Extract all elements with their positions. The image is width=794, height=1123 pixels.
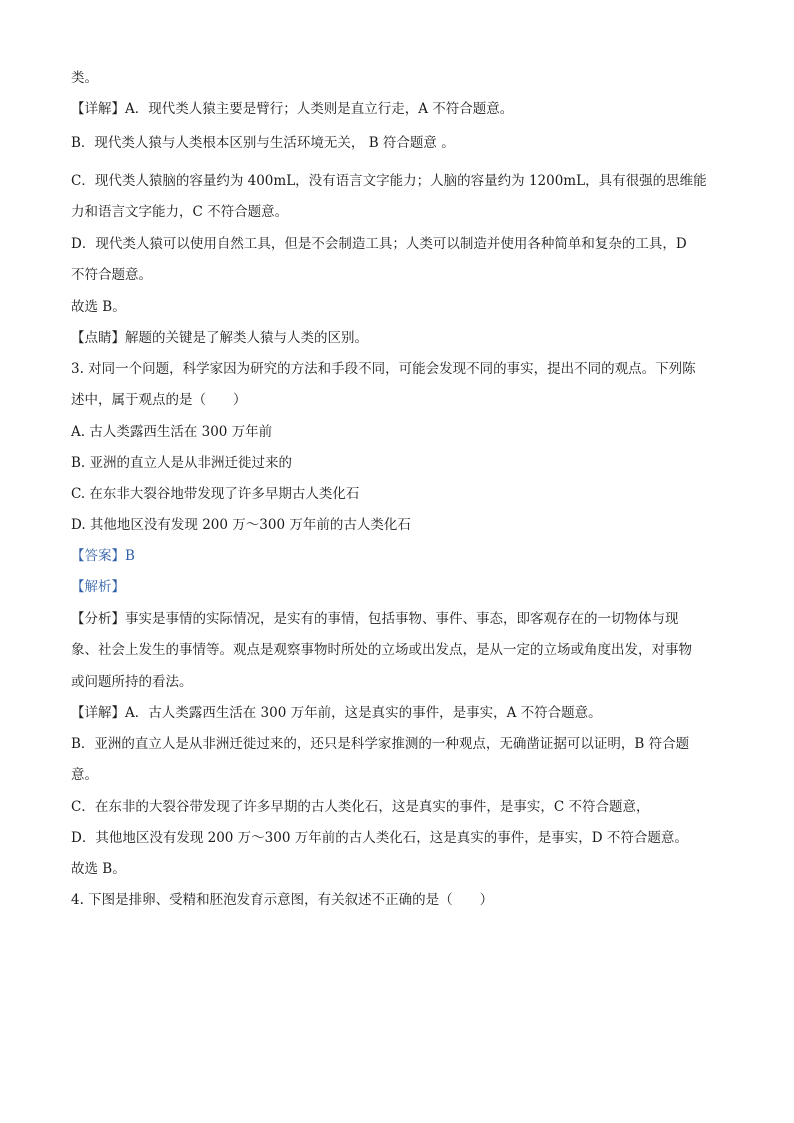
- question-4-stem: 4. 下图是排卵、受精和胚泡发育示意图，有关叙述不正确的是（ ）: [71, 892, 494, 908]
- text-line: 【分析】事实是事情的实际情况，是实有的事情，包括事物、事件、事态，即客观存在的一切物体与现: [71, 611, 679, 627]
- text-line: B．现代类人猿与人类根本区别与生活环境无关， B 符合题意 。: [71, 135, 455, 151]
- question-3-stem: 3. 对同一个问题，科学家因为研究的方法和手段不同，可能会发现不同的事实，提出不同的观点。下列陈: [71, 361, 696, 377]
- option-d: D. 其他地区没有发现 200 万～300 万年前的古人类化石: [71, 517, 411, 533]
- text-line: 象、社会上发生的事情等。观点是观察事物时所处的立场或出发点，是从一定的立场或角度出发，对事物: [71, 642, 692, 658]
- text-line: B．亚洲的直立人是从非洲迁徙过来的，还只是科学家推测的一种观点，无确凿证据可以证明，B 符合题: [71, 736, 690, 752]
- option-c: C. 在东非大裂谷地带发现了许多早期古人类化石: [71, 486, 360, 502]
- text-line: 【点睛】解题的关键是了解类人猿与人类的区别。: [71, 330, 368, 346]
- text-line: D．其他地区没有发现 200 万～300 万年前的古人类化石，这是真实的事件，是事实，D 不符合题意。: [71, 830, 688, 846]
- text-line: D．现代类人猿可以使用自然工具，但是不会制造工具；人类可以制造并使用各种简单和复杂的工具，D: [71, 236, 687, 252]
- option-a: A. 古人类露西生活在 300 万年前: [71, 424, 273, 440]
- text-line: 或问题所持的看法。: [71, 674, 193, 690]
- text-line: 故选 B。: [71, 861, 126, 877]
- analysis-label: 【解析】: [71, 579, 125, 595]
- text-line: 类。: [71, 70, 98, 86]
- text-line: C．在东非的大裂谷带发现了许多早期的古人类化石，这是真实的事件，是事实，C 不符合题意，: [71, 799, 650, 815]
- text-line: 故选 B。: [71, 299, 126, 315]
- text-line: 不符合题意。: [71, 267, 152, 283]
- answer-line: 【答案】B: [71, 548, 135, 564]
- text-line: 【详解】A．古人类露西生活在 300 万年前，这是真实的事件，是事实，A 不符合题意。: [71, 705, 602, 721]
- text-line: 【详解】A．现代类人猿主要是臂行；人类则是直立行走，A 不符合题意。: [71, 101, 514, 117]
- option-b: B. 亚洲的直立人是从非洲迁徙过来的: [71, 455, 293, 471]
- text-line: 意。: [71, 767, 98, 783]
- text-line: C．现代类人猿脑的容量约为 400mL，没有语言文字能力；人脑的容量约为 1200mL，具有很强的思维能: [71, 173, 707, 189]
- question-3-stem: 述中，属于观点的是（ ）: [71, 392, 247, 408]
- text-line: 力和语言文字能力，C 不符合题意。: [71, 204, 289, 220]
